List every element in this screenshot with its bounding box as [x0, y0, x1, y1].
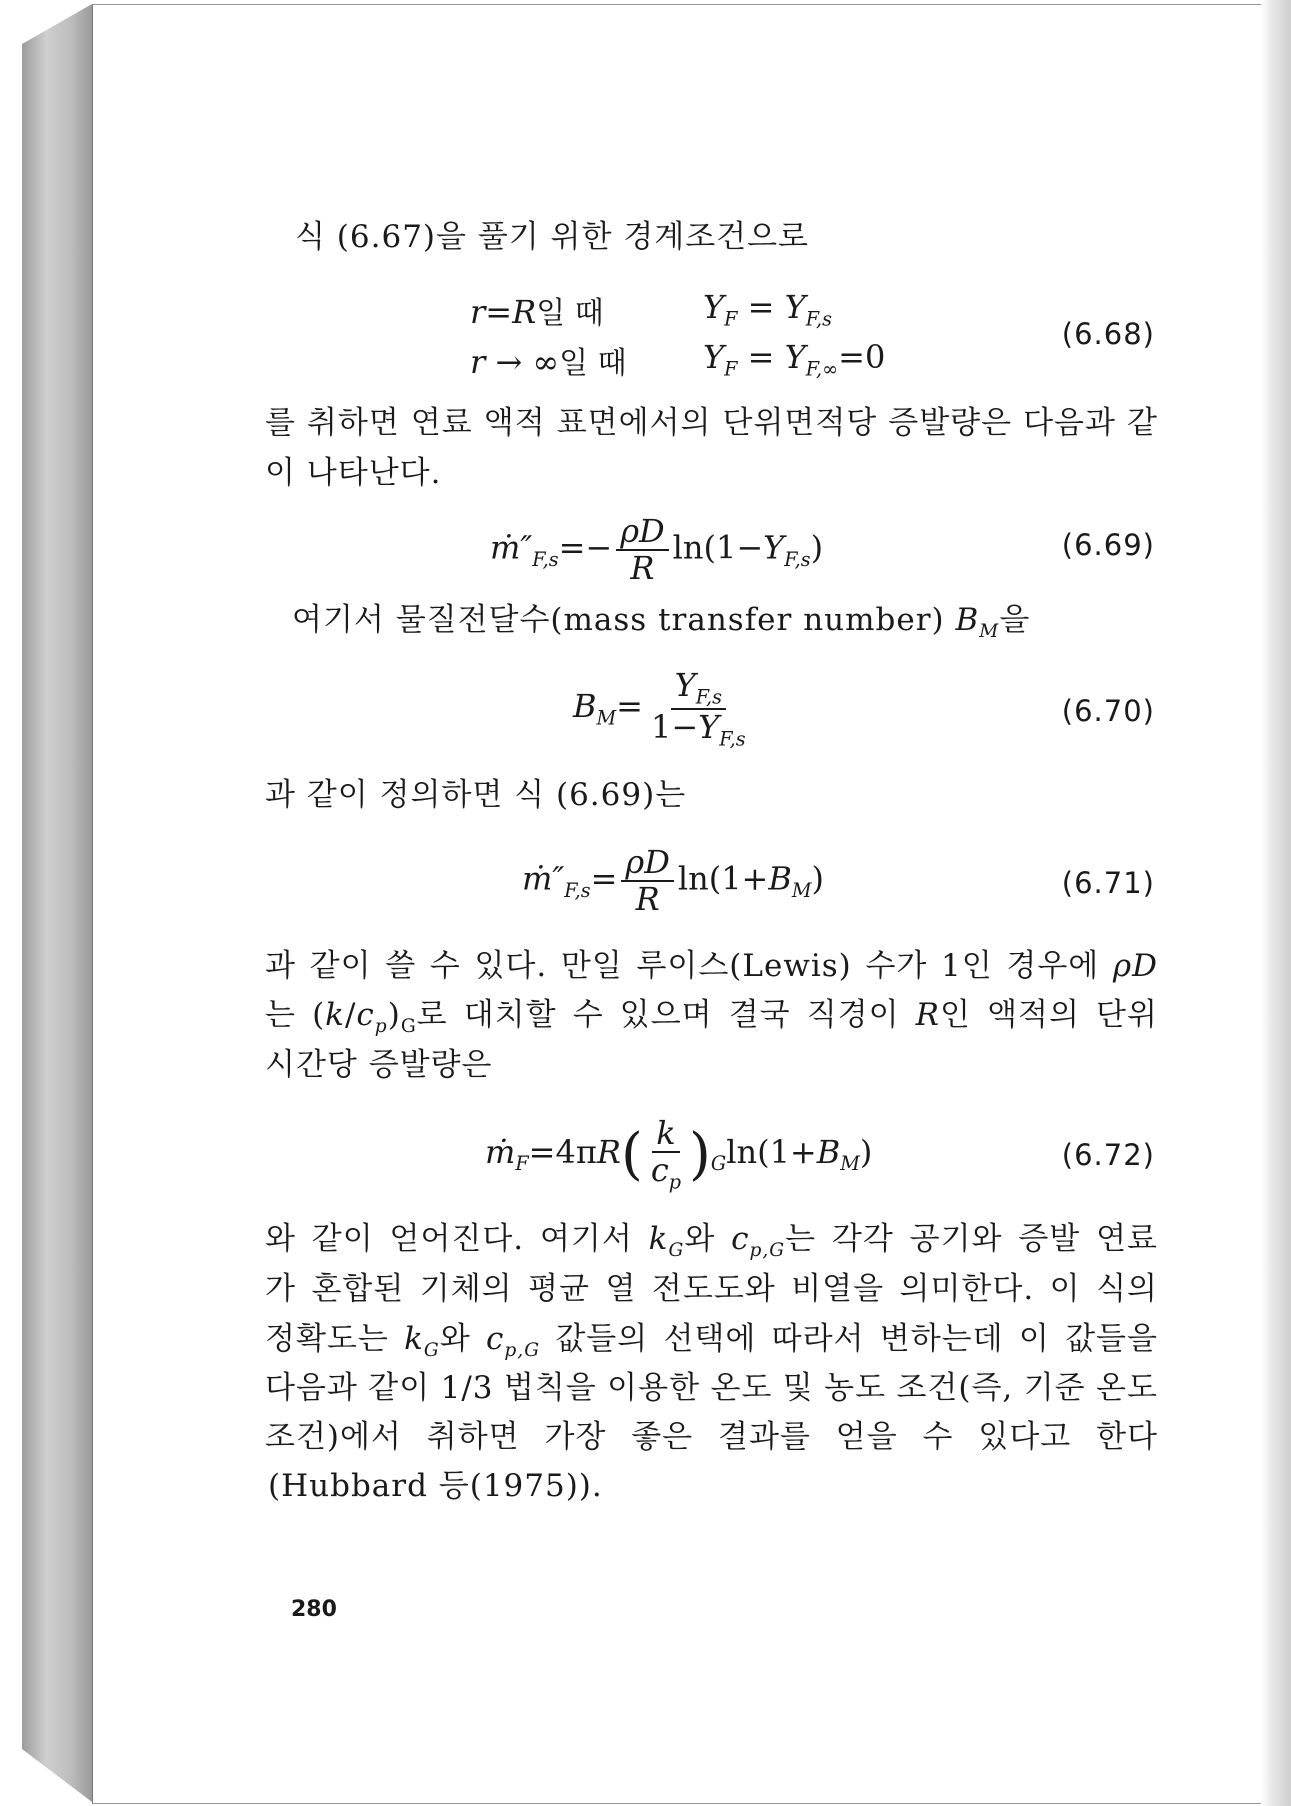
paragraph-line-1: 식 (6.67)을 풀기 위한 경계조건으로 [295, 219, 809, 255]
paragraph-line-5: 과 같이 정의하면 식 (6.69)는 [265, 777, 687, 813]
paragraph-line-9: 와 같이 얻어진다. 여기서 $k_G$와 $c_{p,G}$는 각각 공기와 증발 연료 [265, 1221, 1158, 1262]
boundary-condition-2-value: $Y_F = Y_{F,\infty}=0$ [703, 338, 886, 381]
equation-number-6-70: (6.70) [1061, 694, 1155, 728]
paragraph-line-14: (Hubbard 등(1975)). [268, 1468, 603, 1504]
equation-number-6-72: (6.72) [1061, 1138, 1155, 1172]
paragraph-line-2: 를 취하면 연료 액적 표면에서의 단위면적당 증발량은 다음과 같 [265, 405, 1158, 441]
book-spine [22, 4, 92, 1802]
paragraph-line-12: 다음과 같이 1/3 법칙을 이용한 온도 및 농도 조건(즉, 기준 온도 [265, 1370, 1158, 1406]
equation-6-70: $B_M=$ $\frac{Y_{F,s}}{1-Y_{F,s}}$ [573, 666, 746, 750]
equation-number-6-69: (6.69) [1061, 528, 1155, 562]
paragraph-line-4: 여기서 물질전달수(mass transfer number) $B_M$을 [292, 602, 1031, 643]
paragraph-line-13: 조건)에서 취하면 가장 좋은 결과를 얻을 수 있다고 한다 [265, 1419, 1158, 1455]
page-number: 280 [291, 1597, 337, 1622]
equation-6-71: $ṁ''_{F,s}=$ $\frac{\rho D}{R}$ $\ln(1+B_M)$ [522, 843, 825, 919]
boundary-condition-1-value: $Y_F = Y_{F,s}$ [703, 288, 833, 331]
equation-number-6-71: (6.71) [1061, 866, 1155, 900]
equation-6-69: $ṁ''_{F,s}=-$ $\frac{\rho D}{R}$ $\ln(1-Y_{F,s})$ [490, 512, 824, 588]
equation-6-72: ṁ$_F$=4πR( $\frac{k}{c_p}$ )$_G\ln(1+B_M)$ [485, 1114, 873, 1194]
paragraph-line-6: 과 같이 쓸 수 있다. 만일 루이스(Lewis) 수가 1인 경우에 ρD [265, 948, 1158, 984]
paragraph-line-11: 정확도는 $k_G$와 $c_{p,G}$ 값들의 선택에 따라서 변하는데 이 값들을 [265, 1321, 1158, 1362]
paragraph-line-7: 는 $(k/c_p)_G$로 대치할 수 있으며 결국 직경이 R인 액적의 단위 [265, 997, 1158, 1038]
equation-number-6-68: (6.68) [1061, 317, 1155, 351]
boundary-condition-2: r → ∞일 때 [470, 343, 627, 381]
paragraph-line-8: 시간당 증발량은 [265, 1047, 493, 1083]
paragraph-line-3: 이 나타난다. [265, 455, 442, 491]
paragraph-line-10: 가 혼합된 기체의 평균 열 전도도와 비열을 의미한다. 이 식의 [265, 1271, 1158, 1307]
boundary-condition-1: r=R일 때 [470, 293, 604, 331]
page-edge-shadow [1261, 0, 1291, 1806]
